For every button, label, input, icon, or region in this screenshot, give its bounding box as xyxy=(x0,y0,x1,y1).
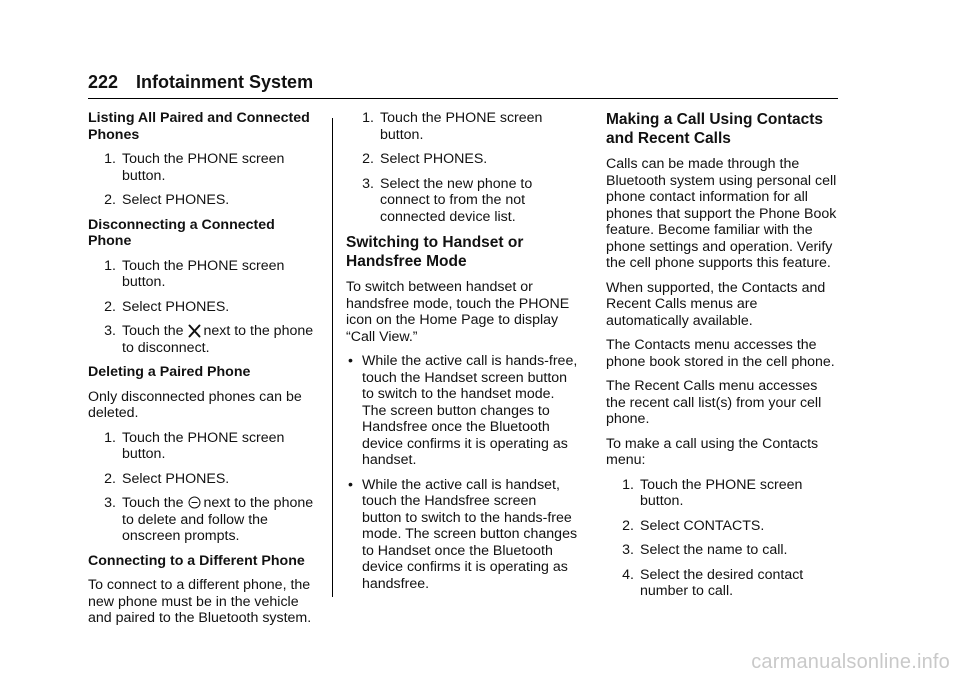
list-item: 2. Select PHONES. xyxy=(104,470,230,487)
list-item: 3. Touch the next to the phone to disconnect. xyxy=(104,323,314,356)
list-item: 2. Select CONTACTS. xyxy=(622,517,765,534)
bullet-item: • While the active call is hands-free, touch the Handset screen button to switch to the handset mode. The screen button changes to Handsfree once the Bluetooth device confirms it is operating as handset. xyxy=(348,353,578,468)
contacts-heading: Making a Call Using Contacts and Recent Calls xyxy=(606,111,824,147)
paragraph: The Recent Calls menu accesses the recent call list(s) from your cell phone. xyxy=(606,378,822,427)
watermark: carmanualsonline.info xyxy=(751,651,950,673)
list-item: 1. Touch the PHONE screen button. xyxy=(104,151,285,184)
deleting-heading: Deleting a Paired Phone xyxy=(88,364,251,380)
paragraph: When supported, the Contacts and Recent Calls menus are automatically available. xyxy=(606,279,826,329)
list-item: 1. Touch the PHONE screen button. xyxy=(362,110,543,143)
connect-steps xyxy=(346,110,578,225)
close-x-icon xyxy=(188,324,201,338)
list-item: 1. Touch the PHONE screen button. xyxy=(104,257,285,290)
list-item: 3. Select the new phone to connect to from the not connected device list. xyxy=(362,175,533,225)
handset-heading: Switching to Handset or Handsfree Mode xyxy=(346,234,524,270)
deleting-steps xyxy=(88,430,320,545)
list-item: 2. Select PHONES. xyxy=(362,151,488,167)
contacts-steps xyxy=(606,477,838,600)
connecting-heading: Connecting to a Different Phone xyxy=(88,552,305,569)
disconnect-heading: Disconnecting a Connected Phone xyxy=(88,216,275,249)
paragraph: The Contacts menu accesses the phone book stored in the cell phone. xyxy=(606,337,835,370)
page-title: Infotainment System xyxy=(136,72,314,92)
column-middle xyxy=(346,110,578,600)
bullet-item: • While the active call is handset, touch the Handsfree screen button to switch to the hands-free mode. The screen button changes to Handset once the Bluetooth device confirms it is operating as handsfree. xyxy=(348,476,578,592)
list-item: 1. Touch the PHONE screen button. xyxy=(104,429,285,462)
listing-heading: Listing All Paired and Connected Phones xyxy=(88,110,310,143)
list-item: 3. Select the name to call. xyxy=(622,542,788,558)
paragraph: Calls can be made through the Bluetooth system using personal cell phone contact information for all phones that support the Phone Book feature. Become familiar with the phone settings and operation. Verify the cell phone supports this feature. xyxy=(606,156,837,271)
list-item: 2. Select PHONES. xyxy=(104,192,230,208)
page-number: 222 xyxy=(88,72,119,92)
listing-steps xyxy=(88,151,320,209)
list-item: 3. Touch the next to the phone to delete and follow the onscreen prompts. xyxy=(104,495,314,544)
paragraph: To make a call using the Contacts menu: xyxy=(606,435,819,468)
deleting-intro: Only disconnected phones can be deleted. xyxy=(88,388,302,421)
header-rule xyxy=(88,98,838,99)
list-item: 4. Select the desired contact number to call. xyxy=(622,566,804,599)
column-left xyxy=(88,110,320,635)
circle-minus-icon xyxy=(188,496,201,509)
handset-intro: To switch between handset or handsfree mode, touch the PHONE icon on the Home Page to display “Call View.” xyxy=(346,279,570,345)
page-header xyxy=(88,72,838,93)
disconnect-steps xyxy=(88,258,320,357)
column-divider xyxy=(332,118,333,597)
list-item: 1. Touch the PHONE screen button. xyxy=(622,476,803,509)
connecting-text: To connect to a different phone, the new phone must be in the vehicle and paired to the Bluetooth system. xyxy=(88,577,312,626)
column-right xyxy=(606,110,838,608)
list-item: 2. Select PHONES. xyxy=(104,298,230,315)
